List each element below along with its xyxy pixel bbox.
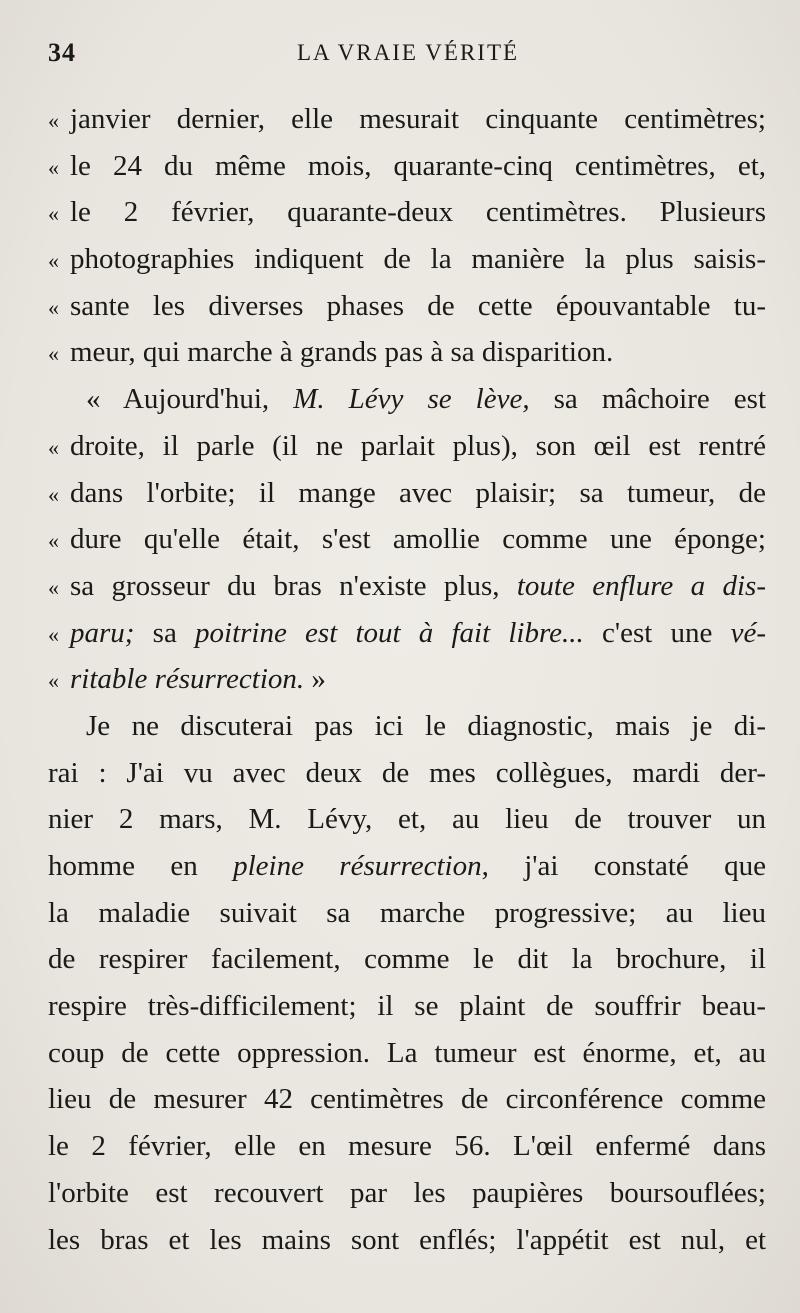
italic-text: ritable résurrection.: [70, 663, 305, 696]
text-span: sa grosseur du bras n'existe plus,: [70, 569, 517, 602]
quote-mark: «: [48, 434, 59, 460]
text-line: [48, 796, 766, 843]
text-line: [48, 890, 766, 937]
quote-mark: «: [48, 201, 59, 227]
text-line: [48, 936, 766, 983]
text-span: homme en: [48, 850, 234, 882]
text-span: nier 2 mars, M. Lévy, et, au lieu de trouver un: [48, 803, 766, 836]
text-span: coup de cette oppression. La tumeur est énorme, et, au: [48, 1036, 766, 1069]
quote-mark: «: [48, 341, 59, 367]
text-span: sa: [134, 616, 196, 649]
text-line: [48, 236, 766, 283]
text-span: sante les diverses phases de cette épouvantable tu-: [70, 289, 766, 322]
text-line: [48, 376, 766, 423]
text-line: [48, 1123, 766, 1170]
text-span: « Aujourd'hui,: [86, 383, 294, 416]
text-span: droite, il parle (il ne parlait plus), son œil est rentré: [70, 429, 766, 462]
text-line: [48, 283, 766, 330]
text-span: dure qu'elle était, s'est amollie comme une éponge;: [70, 523, 766, 556]
text-line: [48, 656, 766, 703]
text-line: [48, 1170, 766, 1217]
quote-mark: «: [48, 621, 59, 647]
quote-mark: «: [48, 481, 59, 507]
text-line: [48, 563, 766, 610]
text-span: respire très-difficilement; il se plaint de souffrir beau-: [48, 990, 766, 1023]
text-span: dans l'orbite; il mange avec plaisir; sa tumeur, de: [70, 476, 766, 509]
italic-text: vé-: [730, 616, 766, 649]
text-line: [48, 1217, 766, 1264]
text-line: [48, 983, 766, 1030]
text-line: [48, 610, 766, 657]
text-line: [48, 516, 766, 563]
text-span: c'est une: [583, 616, 731, 649]
italic-text: poitrine est tout à fait libre...: [195, 616, 584, 649]
quote-mark: «: [48, 108, 59, 133]
text-span: , j'ai constaté que: [481, 850, 767, 882]
text-line: [48, 189, 766, 236]
text-span: lieu de mesurer 42 centimètres de circonférence comme: [48, 1083, 766, 1116]
page-number: 34: [48, 38, 76, 67]
text-line: [48, 470, 766, 517]
text-line: [48, 143, 766, 190]
italic-text: paru;: [70, 616, 135, 649]
text-span: janvier dernier, elle mesurait cinquante centimètres;: [70, 103, 766, 135]
quote-mark: «: [48, 668, 59, 694]
quote-mark: «: [48, 294, 59, 320]
text-span: de respirer facilement, comme le dit la brochure, il: [48, 943, 766, 976]
text-span: l'orbite est recouvert par les paupières boursouflées;: [48, 1176, 766, 1209]
text-line: [48, 1076, 766, 1123]
text-span: les bras et les mains sont enflés; l'appétit est nul, et: [48, 1223, 766, 1256]
text-span: photographies indiquent de la manière la plus saisis-: [70, 243, 766, 276]
text-span: le 24 du même mois, quarante-cinq centimètres, et,: [70, 149, 766, 182]
text-span: le 2 février, elle en mesure 56. L'œil enfermé dans: [48, 1130, 766, 1163]
quote-mark: «: [48, 528, 59, 554]
page-header: [48, 38, 748, 78]
body-text: [48, 96, 766, 1263]
text-span: sa mâchoire est: [529, 383, 767, 416]
text-line: [48, 750, 766, 797]
running-title: LA VRAIE VÉRITÉ: [296, 40, 520, 65]
italic-text: M. Lévy se lève,: [293, 383, 530, 416]
text-span: rai : J'ai vu avec deux de mes collègues, mardi der-: [48, 756, 766, 789]
text-line: [48, 703, 766, 750]
quote-mark: «: [48, 574, 59, 600]
italic-text: pleine résurrection: [233, 850, 482, 882]
text-line: [48, 1030, 766, 1077]
text-span: la maladie suivait sa marche progressive; au lieu: [48, 896, 766, 929]
text-span: le 2 février, quarante-deux centimètres. Plusieurs: [70, 196, 766, 229]
text-span: meur, qui marche à grands pas à sa disparition.: [70, 336, 614, 369]
text-line: [48, 423, 766, 470]
italic-text: toute enflure a dis-: [516, 569, 766, 602]
text-span: Je ne discuterai pas ici le diagnostic, mais je di-: [86, 709, 766, 742]
quote-mark: «: [48, 154, 59, 180]
text-line: [48, 843, 766, 890]
quote-mark: «: [48, 248, 59, 274]
text-line: [48, 96, 766, 143]
text-span: »: [304, 663, 326, 696]
text-line: [48, 329, 766, 376]
